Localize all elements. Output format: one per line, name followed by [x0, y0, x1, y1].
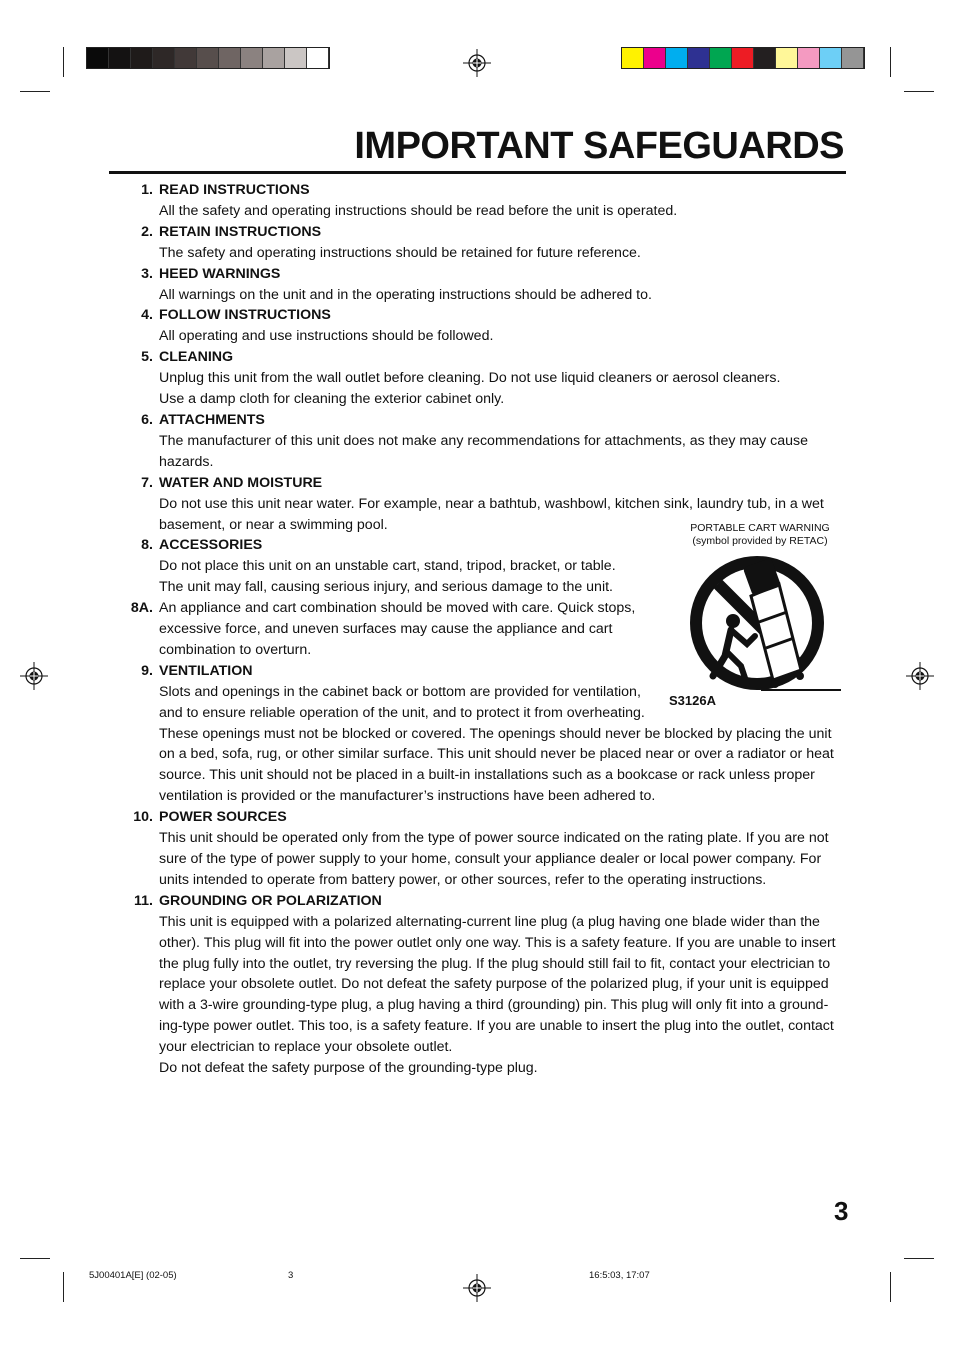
item-text: An appliance and cart combination should be moved with care. Quick stops, excessive force, and uneven surfaces may cause the appliance and cart combination to overturn. [159, 600, 636, 658]
item-number: 9. [141, 662, 153, 679]
color-swatch [241, 48, 263, 68]
item-text: The safety and operating instructions should be retained for future reference. [159, 244, 641, 261]
item-number: 1. [141, 182, 153, 198]
page-number: 3 [834, 1196, 849, 1226]
list-item [0, 305, 954, 347]
list-item [0, 891, 954, 1079]
list-item [0, 410, 954, 473]
color-swatch [820, 48, 842, 68]
list-item [0, 264, 954, 306]
item-number: 5. [141, 349, 153, 366]
item-number: 6. [141, 411, 153, 428]
color-swatch [197, 48, 219, 68]
color-swatch [776, 48, 798, 68]
list-item [0, 222, 954, 264]
crop-mark [63, 1272, 64, 1302]
color-swatch [87, 48, 109, 68]
item-text: All the safety and operating instructions should be read before the unit is operated. [159, 202, 678, 219]
crop-mark [890, 47, 891, 77]
color-swatch [644, 48, 666, 68]
item-heading: VENTILATION [159, 662, 253, 679]
item-heading: CLEANING [159, 349, 234, 366]
color-swatch [666, 48, 688, 68]
color-swatch [710, 48, 732, 68]
list-item [0, 807, 954, 891]
item-heading: HEED WARNINGS [159, 265, 281, 282]
item-text: All warnings on the unit and in the operating instructions should be adhered to. [159, 286, 652, 303]
crop-mark [63, 47, 64, 77]
item-number: 8A. [130, 600, 153, 617]
figure-caption-line: (symbol provided by RETAC) [692, 534, 828, 547]
color-swatch [175, 48, 197, 68]
figure-caption-line: PORTABLE CART WARNING [690, 522, 830, 534]
figure-code: S3126A [669, 693, 716, 708]
page-title: IMPORTANT SAFEGUARDS [354, 125, 844, 167]
color-swatch [219, 48, 241, 68]
color-swatch [153, 48, 175, 68]
item-heading: FOLLOW INSTRUCTIONS [159, 307, 331, 324]
color-swatch [754, 48, 776, 68]
item-number: 11. [134, 892, 153, 909]
crop-mark [20, 1258, 50, 1259]
item-heading: ATTACHMENTS [159, 411, 265, 428]
cart-tipover-prohibited-icon [683, 552, 843, 694]
item-text: Do not defeat the safety purpose of the grounding-type plug. [159, 1060, 538, 1077]
item-text: Slots and openings in the cabinet back or bottom are provided for ventilation, and to ensure reliable operation of the unit, and to protect it from overheating. [159, 683, 645, 721]
footer-page: 3 [288, 1270, 294, 1281]
list-item [0, 180, 954, 222]
color-swatch [285, 48, 307, 68]
item-text: This unit should be operated only from the type of power source indicated on the rating plate. If you are not sure of the type of power supply to your home, consult your appliance dealer or local power company. For units intended to operate from battery power, or other sources, refer to the operating instructions. [159, 830, 829, 888]
color-swatch [307, 48, 329, 68]
item-heading: ACCESSORIES [159, 537, 263, 554]
item-heading: WATER AND MOISTURE [159, 474, 323, 491]
color-swatch [798, 48, 820, 68]
footer-doc-id: 5J00401A[E] (02-05) [89, 1270, 177, 1281]
crop-mark [904, 91, 934, 92]
color-swatch [732, 48, 754, 68]
item-number: 10. [133, 809, 153, 826]
crop-mark [904, 1258, 934, 1259]
item-number: 4. [141, 307, 153, 324]
color-swatch-strip [621, 47, 865, 69]
item-text: Do not use this unit near water. For example, near a bathtub, washbowl, kitchen sink, laundry tub, in a wet basement, or near a swimming pool. [159, 495, 824, 533]
item-heading: READ INSTRUCTIONS [159, 182, 310, 198]
color-swatch [622, 48, 644, 68]
item-text: All operating and use instructions should be followed. [159, 328, 494, 345]
grayscale-swatch-strip [86, 47, 330, 69]
color-swatch [842, 48, 864, 68]
color-swatch [263, 48, 285, 68]
footer-timestamp: 16:5:03, 17:07 [589, 1270, 650, 1281]
item-number: 7. [141, 474, 153, 491]
registration-mark-icon [462, 48, 492, 78]
item-text: Use a damp cloth for cleaning the exterior cabinet only. [159, 391, 505, 408]
item-text: Unplug this unit from the wall outlet before cleaning. Do not use liquid cleaners or aerosol cleaners. [159, 370, 781, 387]
color-swatch [688, 48, 710, 68]
item-text: The manufacturer of this unit does not make any recommendations for attachments, as they may cause hazards. [159, 432, 809, 470]
crop-mark [890, 1272, 891, 1302]
crop-mark [20, 91, 50, 92]
color-swatch [109, 48, 131, 68]
item-heading: RETAIN INSTRUCTIONS [159, 223, 322, 240]
registration-mark-icon [462, 1273, 492, 1303]
item-number: 8. [141, 537, 153, 554]
figure-caption [660, 522, 860, 547]
item-number: 2. [141, 223, 153, 240]
item-text: The unit may fall, causing serious injury, and serious damage to the unit. [159, 579, 613, 596]
item-text: This unit is equipped with a polarized alternating-current line plug (a plug having one blade wider than the other). This plug will fit into the power outlet only one way. This is a safety feature. If you are unable to insert the plug fully into the outlet, try reversing the plug. If the plug should still fail to fit, contact your electrician to replace your obsolete outlet. Do not defeat the safety purpose of the polarized plug, if your unit is equipped with a 3-wire grounding-type plug, a plug having a third (grounding) pin. This plug will only fit into a ground-ing-type power outlet. This too, is a safety feature. If you are unable to insert the plug into the outlet, contact your electrician to replace your obsolete outlet. [159, 913, 836, 1056]
item-text: Do not place this unit on an unstable cart, stand, tripod, bracket, or table. [159, 558, 616, 575]
item-number: 3. [141, 265, 153, 282]
item-heading: POWER SOURCES [159, 809, 287, 826]
color-swatch [131, 48, 153, 68]
list-item [0, 347, 954, 410]
title-rule [109, 171, 846, 174]
item-text: These openings must not be blocked or covered. The openings should never be blocked by placing the unit on a bed, sofa, rug, or other similar surface. This unit should never be placed near or over a radiator or heat source. This unit should not be placed in a built-in installations such as a bookcase or rack unless proper ventilation is provided or the manufacturer’s instructions have been adhered to. [159, 725, 834, 805]
item-heading: GROUNDING OR POLARIZATION [159, 892, 382, 909]
